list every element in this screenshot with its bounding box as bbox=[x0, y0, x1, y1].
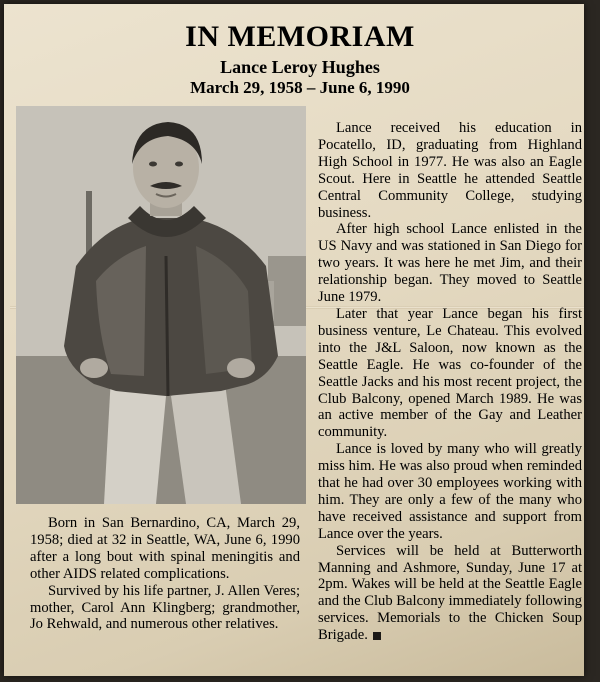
page-title: IN MEMORIAM bbox=[185, 20, 415, 53]
loved-paragraph: Lance is loved by many who will greatly miss him. He was also proud when reminded that he had over 30 employees working with him. They are only a few of the many who have received assistance and support from Lance over the years. bbox=[318, 441, 582, 542]
right-column bbox=[318, 120, 582, 644]
survivors-paragraph: Survived by his life partner, J. Allen Veres; mother, Carol Ann Klingberg; grandmother, Jo Rehwald, and numerous other relatives. bbox=[30, 582, 300, 633]
services-paragraph bbox=[318, 543, 582, 644]
life-dates: March 29, 1958 – June 6, 1990 bbox=[190, 78, 410, 97]
portrait-photo bbox=[16, 106, 306, 504]
deceased-name: Lance Leroy Hughes bbox=[220, 57, 380, 77]
navy-paragraph: After high school Lance enlisted in the US Navy and was stationed in San Diego for two years. It was here he met Jim, and their relationship began. They moved to Seattle June 1979. bbox=[318, 221, 582, 306]
end-mark-icon bbox=[373, 632, 381, 640]
services-text: Services will be held at Butterworth Manning and Ashmore, Sunday, June 17 at 2pm. Wakes will be held at the Seattle Eagle and the Club Balcony immediately following services. Memorials to the Chicken Soup Brigade. bbox=[318, 542, 582, 644]
left-column bbox=[30, 515, 300, 633]
education-paragraph: Lance received his education in Pocatello, ID, graduating from Highland High School in 1977. He was also an Eagle Scout. Here in Seattle he attended Seattle Central Community College, studying business. bbox=[318, 120, 582, 221]
birth-death-paragraph: Born in San Bernardino, CA, March 29, 1958; died at 32 in Seattle, WA, June 6, 1990 after a long bout with spinal meningitis and other AIDS related complications. bbox=[30, 515, 300, 582]
business-paragraph: Later that year Lance began his first business venture, Le Chateau. This evolved into the J&L Saloon, now known as the Seattle Eagle. He was co-founder of the Seattle Jacks and his most recent project, the Club Balcony, opened March 1989. He was an active member of the Gay and Leather community. bbox=[318, 305, 582, 441]
portrait-illustration bbox=[16, 106, 306, 504]
